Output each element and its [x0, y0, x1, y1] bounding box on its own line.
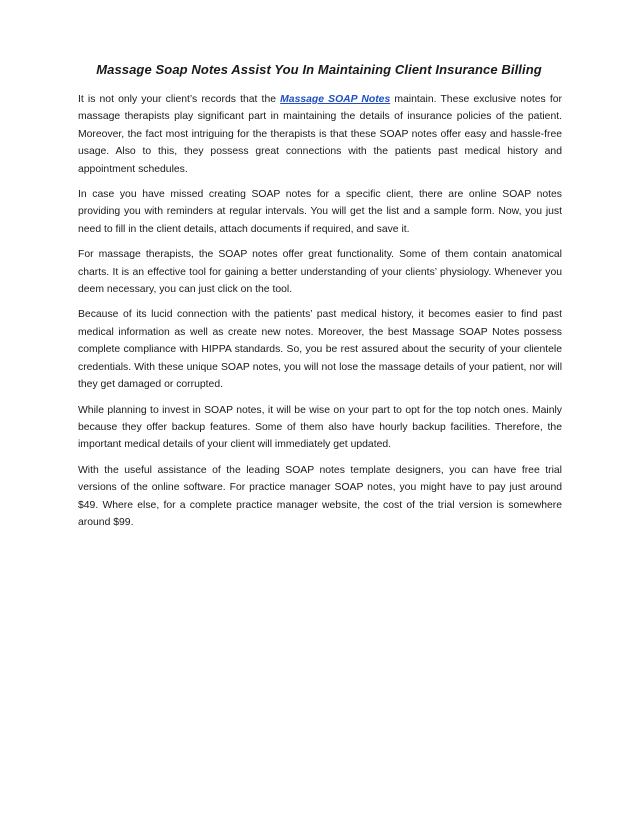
- paragraph-1-text-before-link: It is not only your client’s records that the: [78, 94, 281, 105]
- paragraph-1-text-after-link: maintain. These exclusive notes for massage therapists play significant part in maintaining the details of insurance policies of the patient. Moreover, the fact most intriguing for the therapists is that these SOAP notes offer easy and hassle-free usage. Also to this, they possess great connections with the patients past medical history and appointment schedules.: [78, 94, 562, 175]
- paragraph-1: [78, 91, 562, 178]
- paragraph-5: While planning to invest in SOAP notes, it will be wise on your part to opt for the top notch ones. Mainly because they offer backup features. Some of them also have hourly backup facilities. Therefore, the important medical details of your client will immediately get updated.: [78, 404, 562, 451]
- document-title: Massage Soap Notes Assist You In Maintaining Client Insurance Billing: [96, 62, 542, 77]
- paragraph-4: Because of its lucid connection with the patients’ past medical history, it becomes easier to find past medical information as well as create new notes. Moreover, the best Massage SOAP Notes possess complete compliance with HIPPA standards. So, you be rest assured about the security of your clientele credentials. With these unique SOAP notes, you will not lose the massage details of your patient, nor will they get damaged or corrupted.: [78, 309, 562, 391]
- document-body: [78, 91, 562, 539]
- paragraph-3: For massage therapists, the SOAP notes offer great functionality. Some of them contain anatomical charts. It is an effective tool for gaining a better understanding of your clients’ physiology. Whenever you deem necessary, you can just click on the tool.: [78, 249, 562, 296]
- massage-soap-notes-link[interactable]: Massage SOAP Notes: [280, 94, 391, 105]
- paragraph-6: With the useful assistance of the leading SOAP notes template designers, you can have free trial versions of the online software. For practice manager SOAP notes, you might have to pay just around $49. Where else, for a complete practice manager website, the cost of the trial version is somewhere around $99.: [78, 464, 562, 528]
- paragraph-2: In case you have missed creating SOAP notes for a specific client, there are online SOAP notes providing you with reminders at regular intervals. You will get the list and a sample form. Now, you just need to fill in the client details, attach documents if required, and save it.: [78, 189, 562, 235]
